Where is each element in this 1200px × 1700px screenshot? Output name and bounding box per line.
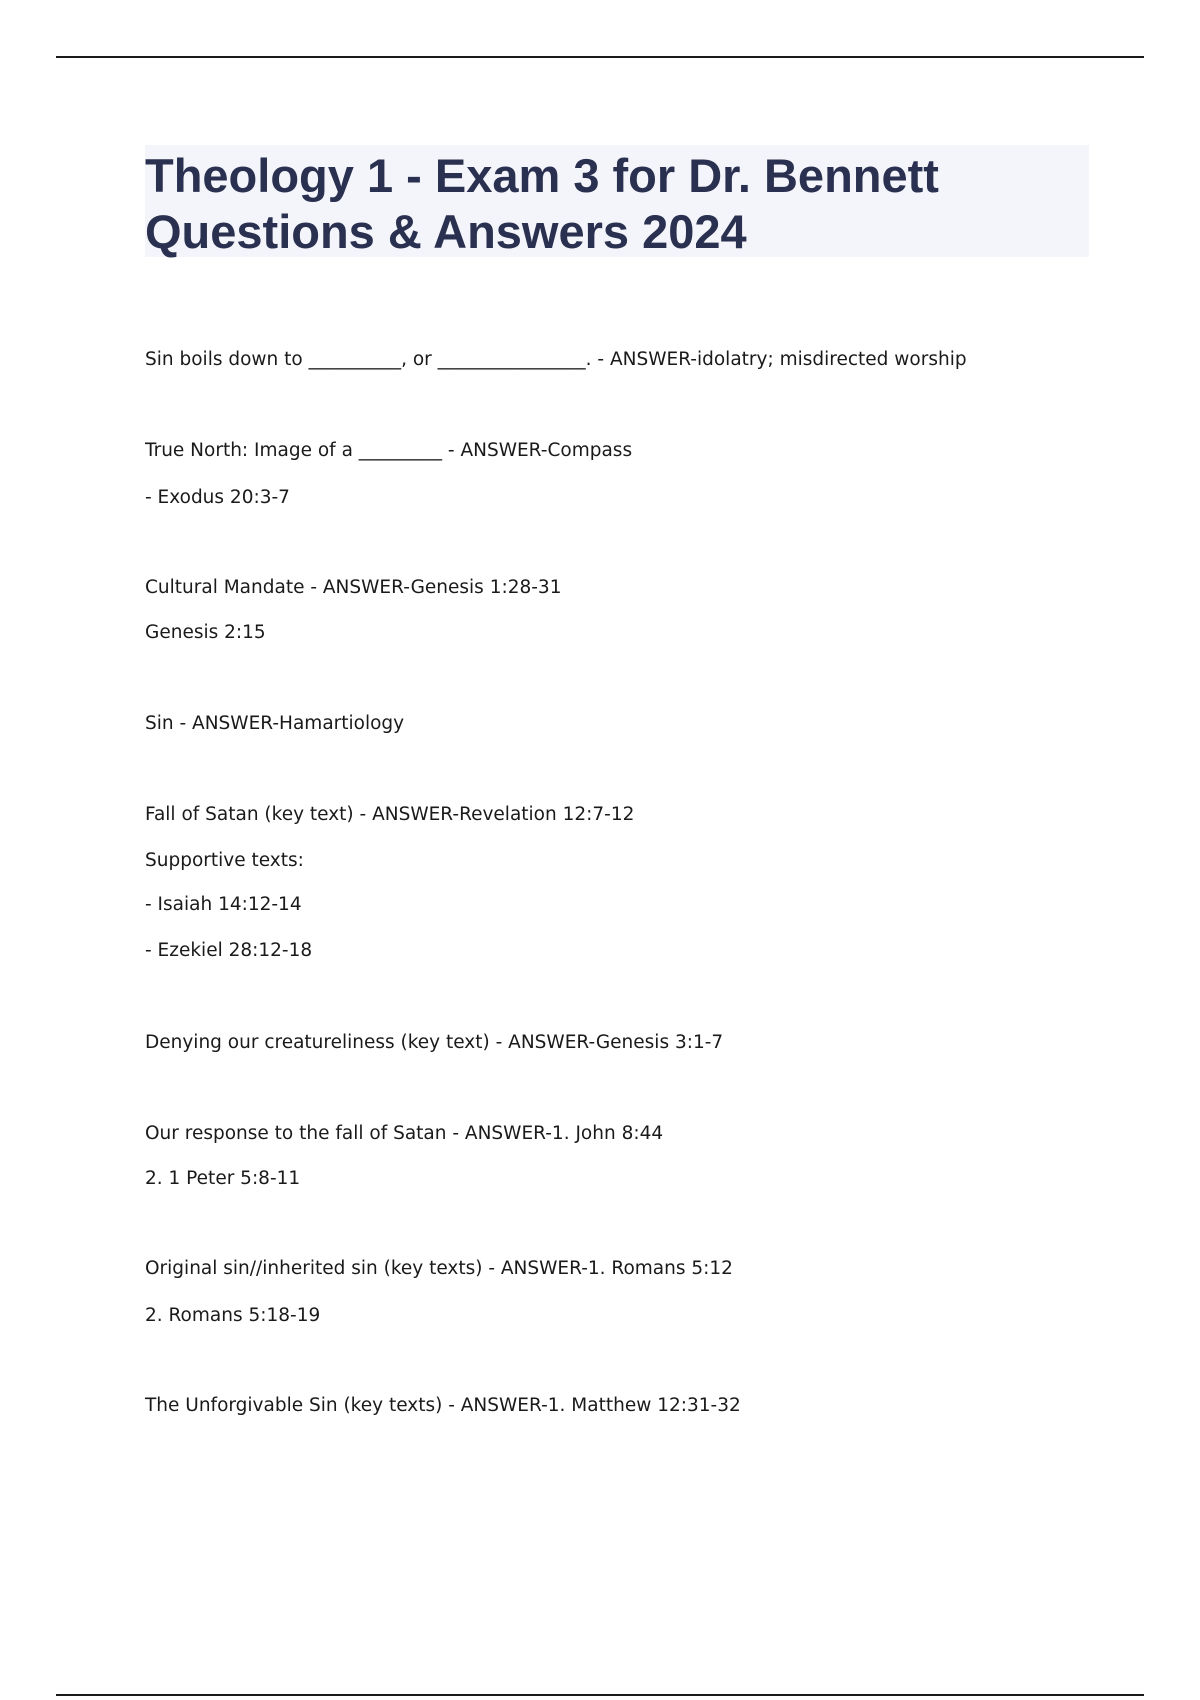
qa-line: Fall of Satan (key text) - ANSWER-Revelation 12:7-12 <box>145 804 635 825</box>
qa-line: Sin boils down to __________, or ________________. - ANSWER-idolatry; misdirected worship <box>145 349 967 370</box>
qa-line: True North: Image of a _________ - ANSWER-Compass <box>145 440 633 461</box>
title-line-2: Questions & Answers 2024 <box>145 205 747 258</box>
qa-line: Denying our creatureliness (key text) - ANSWER-Genesis 3:1-7 <box>145 1032 724 1053</box>
qa-line: Our response to the fall of Satan - ANSWER-1. John 8:44 <box>145 1123 664 1144</box>
page-top-rule <box>56 56 1144 58</box>
qa-line: - Ezekiel 28:12-18 <box>145 940 313 961</box>
qa-line: 2. 1 Peter 5:8-11 <box>145 1168 301 1189</box>
qa-line: Cultural Mandate - ANSWER-Genesis 1:28-31 <box>145 577 562 598</box>
title-line-1: Theology 1 - Exam 3 for Dr. Bennett <box>145 149 939 202</box>
document-title <box>145 145 1089 257</box>
qa-line: Supportive texts: <box>145 850 304 871</box>
qa-line: Genesis 2:15 <box>145 622 266 643</box>
qa-line: The Unforgivable Sin (key texts) - ANSWER-1. Matthew 12:31-32 <box>145 1395 741 1416</box>
qa-line: - Exodus 20:3-7 <box>145 487 290 508</box>
qa-line: 2. Romans 5:18-19 <box>145 1305 321 1326</box>
qa-line: Sin - ANSWER-Hamartiology <box>145 713 405 734</box>
qa-line: - Isaiah 14:12-14 <box>145 894 302 915</box>
qa-line: Original sin//inherited sin (key texts) - ANSWER-1. Romans 5:12 <box>145 1258 733 1279</box>
page-bottom-rule <box>56 1694 1144 1696</box>
